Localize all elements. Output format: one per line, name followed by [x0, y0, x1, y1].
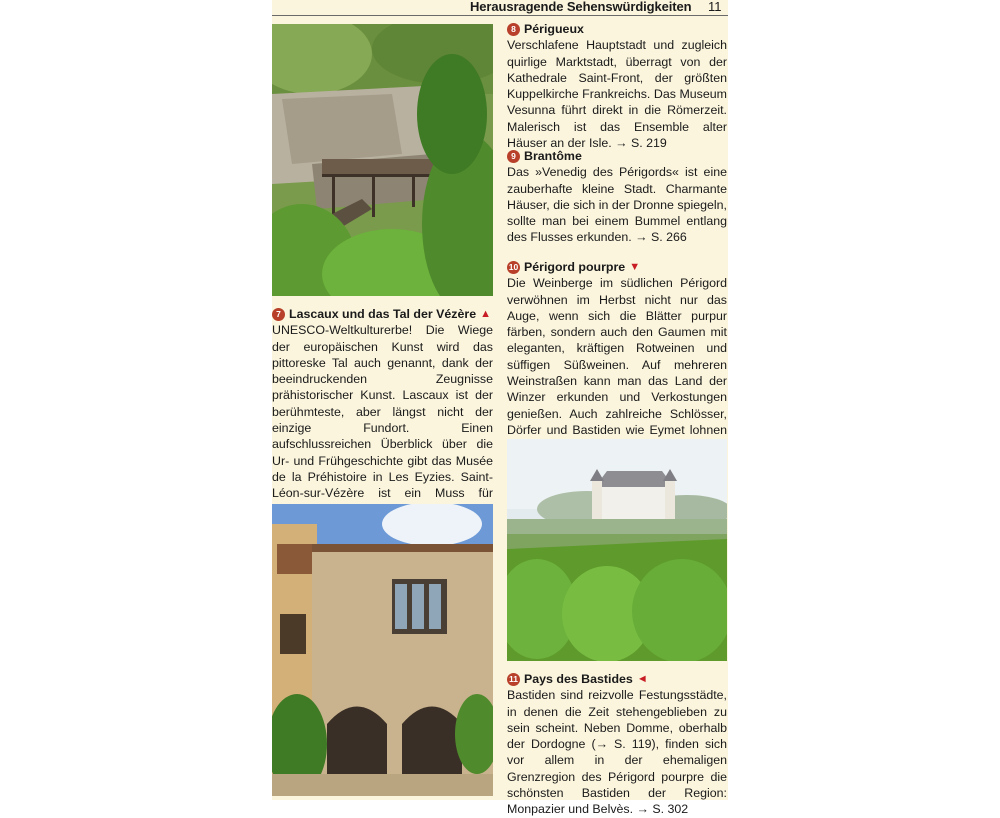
- section-header-title: Herausragende Sehenswürdigkeiten: [470, 0, 692, 14]
- entry-7-title: Lascaux und das Tal der Vézère: [289, 307, 477, 321]
- entry-9-title: Brantôme: [524, 149, 582, 163]
- entry-11-title: Pays des Bastides: [524, 672, 633, 686]
- entry-8-title: Périgueux: [524, 22, 584, 36]
- triangle-down-icon: ▼: [629, 261, 641, 273]
- entry-11-text: Bastiden sind reizvolle Festungsstädte, in denen die Zeit stehengeblieben zu sein scheint. Neben Domme, oberhalb der Dordogne (→ S. 119), finden sich vor allem in der ehemaligen Grenzregion des Périgord pourpre die schönsten Bastiden der Region: Monpazier und Belvès. → S. 302: [507, 688, 727, 817]
- entry-10-text: Die Weinberge im südlichen Périgord verwöhnen im Herbst nicht nur das Auge, wenn sich die Blätter purpur färben, sondern auch den Gaumen mit eleganten, kräftigen Rotweinen und süffigen Süßweinen. Auf mehreren Weinstraßen kann man das Land der Winzer erkunden und Verkostungen genießen. Auch zahlreiche Schlösser, Dörfer und Bastiden wie Eymet lohnen: [507, 276, 727, 437]
- entry-9: [507, 148, 727, 246]
- entry-9-number-badge: 9: [507, 150, 520, 163]
- entry-10-heading: [507, 259, 727, 275]
- entry-10: [507, 259, 727, 455]
- entry-8: [507, 21, 727, 151]
- triangle-up-icon: ▲: [480, 308, 491, 320]
- photo-cliff-dwelling: [272, 24, 493, 296]
- entry-11: [507, 671, 727, 818]
- entry-9-heading: [507, 148, 727, 164]
- entry-8-text: Verschlafene Hauptstadt und zugleich quirlige Marktstadt, überragt von der Kathedrale Saint-Front, der größten Kuppelkirche Frankreichs. Das Museum Vesunna führt direkt in die Römerzeit. Malerisch ist das Ensemble alter Häuser an der Isle. → S. 219: [507, 38, 727, 151]
- page-number: 11: [708, 0, 722, 14]
- entry-10-title: Périgord pourpre: [524, 260, 626, 274]
- photo-stone-arcade: [272, 504, 493, 796]
- triangle-left-icon: ◄: [636, 673, 648, 685]
- header-rule: [272, 15, 728, 16]
- entry-7-number-badge: 7: [272, 308, 285, 321]
- entry-8-number-badge: 8: [507, 23, 520, 36]
- entry-11-heading: [507, 671, 727, 687]
- entry-9-text: Das »Venedig des Périgords« ist eine zauberhafte kleine Stadt. Charmante Häuser, die sich in der Dronne spiegeln, sollte man bei einem Bummel entlang des Flusses erkunden. → S. 266: [507, 165, 727, 245]
- entry-7-text: UNESCO-Weltkulturerbe! Die Wiege der europäischen Kunst wird das pittoreske Tal auch genannt, dank der beeindruckenden Zeugnisse prähistorischer Kunst. Lascaux ist der berühmteste, aber längst nicht der einzige Fundort. Einen aufschlussreichen Überblick über die Ur- und Frühgeschichte gibt das Musée de la Préhistoire in Les Eyzies. Saint-Léon-sur-Vézère ist ein Muss für: [272, 323, 493, 501]
- entry-8-heading: [507, 21, 727, 37]
- photo-vineyard-chateau: [507, 439, 727, 661]
- entry-11-number-badge: 11: [509, 674, 518, 684]
- entry-7-heading: [272, 306, 493, 322]
- entry-10-number-badge: 10: [508, 262, 519, 272]
- entry-7: [272, 306, 493, 534]
